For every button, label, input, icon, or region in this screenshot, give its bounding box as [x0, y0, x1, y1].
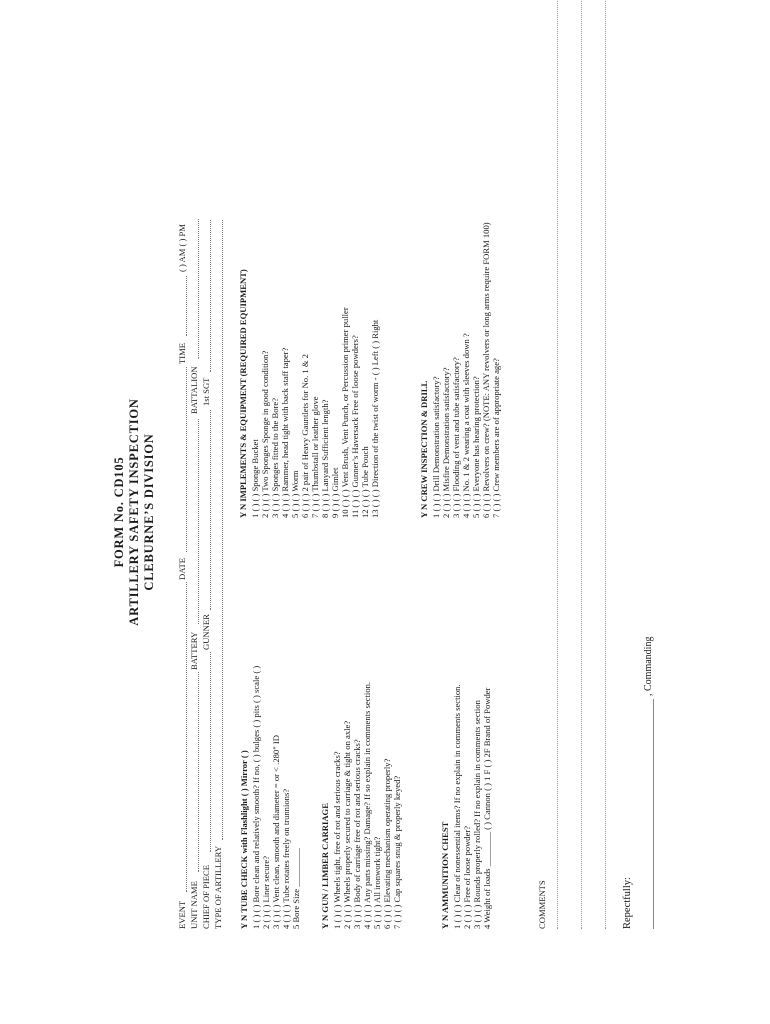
checklist-item[interactable]: 3 ( ) ( ) Sponges fitted to the Bore?: [270, 397, 280, 518]
checklist-item[interactable]: 9 ( ) ( ) Gimlet: [330, 467, 340, 518]
battalion-label: BATTALION: [189, 366, 199, 414]
event-line[interactable]: [186, 582, 187, 892]
division-name: CLEBURNE’S DIVISION: [142, 433, 156, 591]
comments-label: COMMENTS: [537, 880, 547, 929]
checklist-item[interactable]: 5 ( ) ( ) Worm: [290, 470, 300, 518]
gunner-line[interactable]: [210, 410, 211, 610]
checklist-item[interactable]: 6 ( ) ( ) 2 pair of Heavy Gauntlets for No. 1 & 2: [300, 354, 310, 518]
checklist-item[interactable]: 2 ( ) ( ) Wheels properly secured to carriage & tight on axle?: [342, 720, 352, 929]
battery-line[interactable]: [198, 419, 199, 624]
checklist-item[interactable]: 5 ( ) ( ) Everyone has hearing protection?: [471, 376, 481, 518]
checklist-item[interactable]: 4 ( ) ( ) Rammer, head tight with back staff taper?: [280, 347, 290, 518]
twist-direction-item[interactable]: 13 ( ) ( ) Direction of the twist of worm - ( ) Left ( ) Right: [370, 319, 380, 518]
type-of-artillery-line[interactable]: [222, 220, 223, 840]
ammunition-heading: Y N AMMUNITION CHEST: [440, 821, 450, 929]
chief-of-piece-label: CHIEF OF PIECE: [201, 865, 211, 929]
checklist-item[interactable]: 1 ( ) ( ) Sponge Bucket: [250, 439, 260, 518]
checklist-item[interactable]: 4 ( ) ( ) Any parts missing? Damage? If so explain in comments section.: [362, 681, 372, 929]
unit-name-label: UNIT NAME: [189, 881, 199, 929]
am-pm-checkboxes[interactable]: ( ) AM ( ) PM: [177, 224, 187, 272]
weight-of-loads-field[interactable]: 4 Weight of loads ________ ( ) Cannon ( ) 1 F ( ) 2F Brand of Powder: [482, 687, 492, 929]
checklist-item[interactable]: 7 ( ) ( ) Crew members are of appropriate age?: [491, 358, 501, 518]
battery-label: BATTERY: [189, 631, 199, 670]
gun-limber-heading: Y N GUN / LIMBER CARRIAGE: [320, 803, 330, 929]
crew-heading: Y N CREW INSPECTION & DRILL: [419, 380, 429, 518]
form-number: FORM No. CD105: [112, 456, 126, 568]
time-line[interactable]: [186, 276, 187, 336]
checklist-item[interactable]: 3 ( ) ( ) Flooding of vent and tube satisfactory?: [451, 357, 461, 518]
checklist-item[interactable]: 2 ( ) ( ) Liner secure?: [261, 855, 271, 929]
first-sgt-line[interactable]: [210, 220, 211, 372]
checklist-item[interactable]: 4 ( ) ( ) Tube rotates freely on trunnions?: [281, 788, 291, 929]
checklist-item[interactable]: 1 ( ) ( ) Clear of nonessential items? If no explain in comments section.: [452, 684, 462, 929]
checklist-item[interactable]: 6 ( ) ( ) Elevating mechanism operating properly?: [382, 758, 392, 929]
date-line[interactable]: [186, 367, 187, 552]
checklist-item[interactable]: 7 ( ) ( ) Thumbstall or leather glove: [310, 396, 320, 518]
tube-check-heading: Y N TUBE CHECK with Flashlight ( ) Mirror ( ): [239, 750, 249, 929]
time-label: TIME: [177, 342, 187, 364]
checklist-item[interactable]: 4 ( ) ( ) No. 1 & 2 wearing a coat with sleeves down ?: [461, 333, 471, 518]
type-of-artillery-label: TYPE OF ARTILLERY: [213, 845, 223, 929]
checklist-item[interactable]: 1 ( ) ( ) Wheels tight, free of rot and serious cracks?: [332, 751, 342, 929]
commanding-label: , Commanding: [643, 636, 654, 696]
comment-line[interactable]: [581, 0, 582, 929]
checklist-item[interactable]: 1 ( ) ( ) Bore clean and relatively smooth? If no, ( ) bulges ( ) pits ( ) scale ( ): [251, 665, 261, 929]
gunner-label: GUNNER: [201, 614, 211, 650]
date-label: DATE: [177, 558, 187, 580]
checklist-item[interactable]: 3 ( ) ( ) Vent clean, smooth and diameter = or < .280" ID: [271, 735, 281, 929]
checklist-item[interactable]: 3 ( ) ( ) Body of carriage free of rot and serious cracks?: [352, 739, 362, 929]
checklist-item[interactable]: 7 ( ) ( ) Cap squares snug & properly keyed?: [392, 775, 402, 929]
checklist-item[interactable]: 3 ( ) ( ) Rounds properly rolled? If no explain in comments section: [472, 700, 482, 929]
checklist-item[interactable]: 2 ( ) ( ) Two Sponges Sponge in good condition?: [260, 350, 270, 518]
comment-line[interactable]: [557, 0, 558, 929]
checklist-item[interactable]: 2 ( ) ( ) Free of loose powder?: [462, 825, 472, 929]
form-title: ARTILLERY SAFETY INSPECTION: [127, 398, 141, 626]
comment-line[interactable]: [605, 0, 606, 929]
chief-of-piece-line[interactable]: [210, 652, 211, 852]
checklist-item[interactable]: 12 ( ) ( ) Tube Pouch: [360, 446, 370, 518]
bore-size-field[interactable]: 5 Bore Size _________: [291, 848, 301, 929]
checklist-item[interactable]: 5 ( ) ( ) All ironwork tight?: [372, 836, 382, 929]
checklist-item[interactable]: 1 ( ) ( ) Drill Demonstration satisfactory?: [431, 376, 441, 518]
checklist-item[interactable]: 10 ( ) ( ) Vent Brush, Vent Punch, or Percussion primer puller: [340, 307, 350, 518]
signature-line[interactable]: [653, 699, 654, 929]
checklist-item[interactable]: 11 ( ) ( ) Gunner’s Haversack Free of loose powders?: [350, 335, 360, 518]
checklist-item[interactable]: 6 ( ) ( ) Revolvers on crew? (NOTE: ANY revolvers or long arms require FORM 100): [481, 222, 491, 518]
respectfully-label: Repectfully:: [622, 877, 633, 929]
unit-name-line[interactable]: [198, 672, 199, 872]
first-sgt-label: 1st SGT: [201, 377, 211, 406]
checklist-item[interactable]: 2 ( ) ( ) Misfire Demonstration satisfactory?: [441, 367, 451, 518]
implements-heading: Y N IMPLEMENTS & EQUIPMENT (REQUIRED EQUIPMENT): [238, 269, 248, 518]
battalion-line[interactable]: [198, 219, 199, 359]
checklist-item[interactable]: 8 ( ) ( ) Lanyard Sufficient length?: [320, 399, 330, 518]
event-label: EVENT: [177, 900, 187, 929]
